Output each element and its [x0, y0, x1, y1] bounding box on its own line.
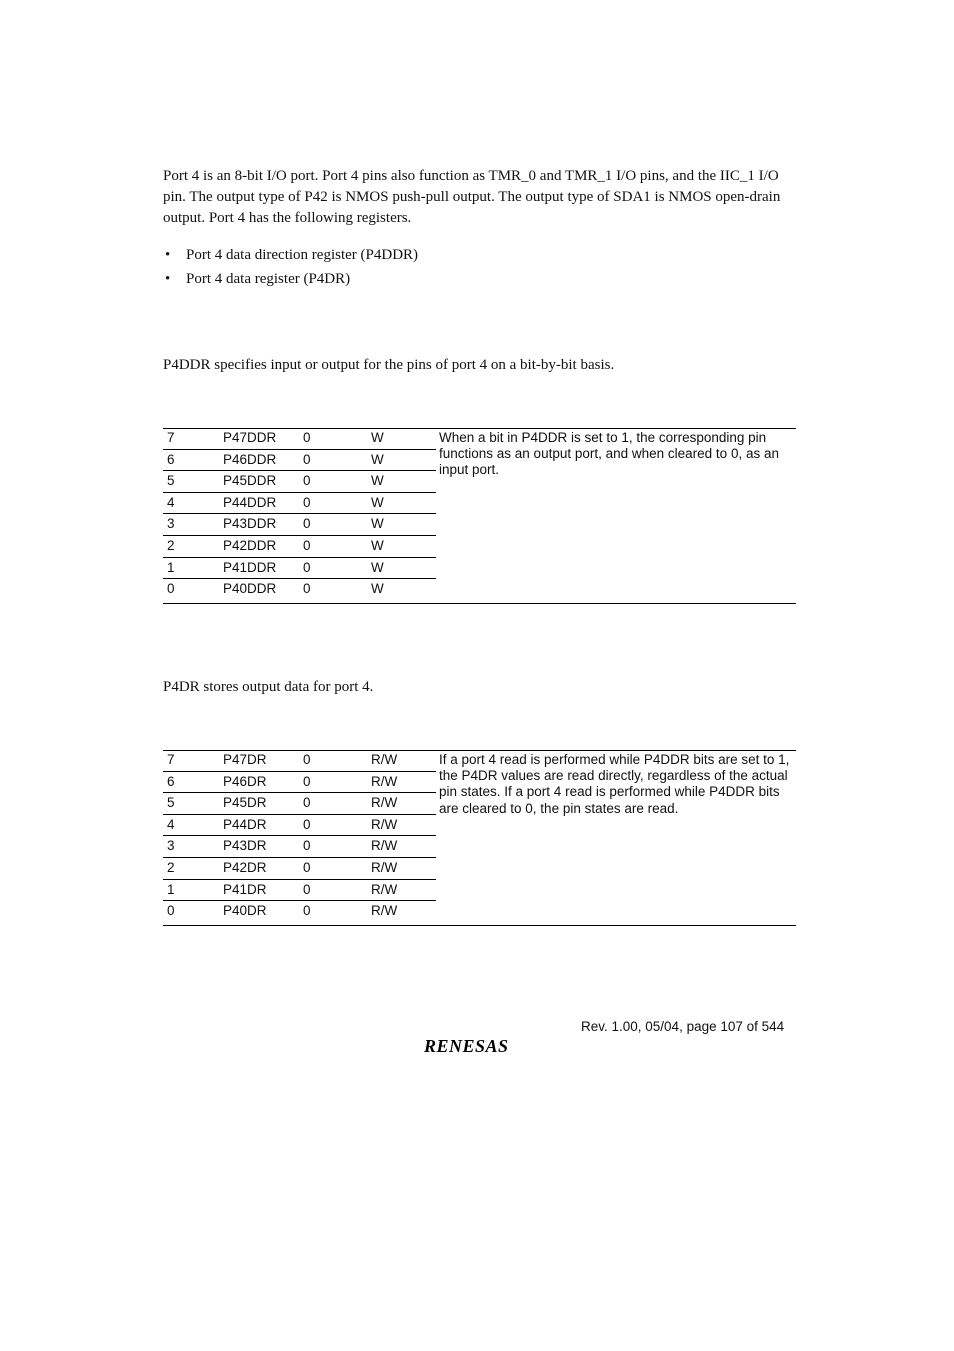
table-row — [163, 471, 436, 493]
bit-name-cell: P44DR — [223, 816, 267, 832]
renesas-logo — [422, 1035, 542, 1062]
table-row — [163, 772, 436, 794]
bit-name-cell: P43DDR — [223, 516, 277, 532]
list-item-text: Port 4 data direction register (P4DDR) — [186, 247, 419, 263]
table-row — [163, 836, 436, 858]
register-description-cell: If a port 4 read is performed while P4DDR bits are set to 1, the P4DR values are read directly, regardless of the actual pin states. If a port 4 read is performed while P4DDR bits are cleared to 0, the pin states are read. — [439, 752, 790, 816]
bit-name-cell: P44DDR — [223, 494, 277, 510]
bit-cell: 0 — [167, 581, 175, 597]
bit-cell: 7 — [167, 752, 175, 767]
rw-cell: W — [371, 581, 384, 597]
bit-name-cell: P47DR — [223, 752, 267, 767]
bit-cell: 3 — [167, 838, 175, 854]
rw-cell: W — [371, 494, 384, 510]
bit-cell: 1 — [167, 881, 175, 897]
initial-value-cell: 0 — [303, 816, 311, 832]
rw-cell: W — [371, 430, 384, 445]
bit-cell: 2 — [167, 538, 175, 553]
table-row — [163, 815, 436, 837]
list-item — [163, 245, 763, 269]
bit-name-cell: P42DDR — [223, 538, 277, 553]
bit-cell: 4 — [167, 494, 175, 510]
table-row — [163, 558, 436, 580]
bit-name-cell: P46DDR — [223, 451, 277, 467]
bit-name-cell: P41DR — [223, 881, 267, 897]
rw-cell: W — [371, 559, 384, 575]
page-footer-reference: Rev. 1.00, 05/04, page 107 of 544 — [581, 1019, 785, 1034]
p4dr-register-table — [163, 750, 796, 926]
table-bottom-rule — [163, 603, 796, 604]
bit-name-cell: P45DDR — [223, 473, 277, 489]
initial-value-cell: 0 — [303, 430, 311, 445]
bit-cell: 6 — [167, 451, 175, 467]
initial-value-cell: 0 — [303, 881, 311, 897]
register-list — [163, 245, 763, 293]
bit-name-cell: P42DR — [223, 860, 267, 875]
rw-cell: R/W — [371, 881, 398, 897]
rw-cell: R/W — [371, 838, 398, 854]
bit-cell: 5 — [167, 795, 175, 811]
rw-cell: W — [371, 538, 384, 553]
rw-cell: R/W — [371, 752, 398, 767]
renesas-logo-icon — [422, 1035, 542, 1057]
bit-cell: 2 — [167, 860, 175, 875]
initial-value-cell: 0 — [303, 494, 311, 510]
bullet-icon: • — [165, 247, 171, 263]
table-row — [163, 793, 436, 815]
initial-value-cell: 0 — [303, 860, 311, 875]
bit-cell: 4 — [167, 816, 175, 832]
initial-value-cell: 0 — [303, 559, 311, 575]
rw-cell: W — [371, 451, 384, 467]
table-row — [163, 858, 436, 880]
bit-cell: 5 — [167, 473, 175, 489]
initial-value-cell: 0 — [303, 795, 311, 811]
rw-cell: W — [371, 473, 384, 489]
rw-cell: R/W — [371, 795, 398, 811]
initial-value-cell: 0 — [303, 473, 311, 489]
bit-cell: 1 — [167, 559, 175, 575]
initial-value-cell: 0 — [303, 752, 311, 767]
initial-value-cell: 0 — [303, 773, 311, 789]
register-description-cell: When a bit in P4DDR is set to 1, the corresponding pin functions as an output port, and when cleared to 0, as an input port. — [439, 430, 779, 478]
bit-cell: 3 — [167, 516, 175, 532]
table-row — [163, 880, 436, 902]
bit-name-cell: P41DDR — [223, 559, 277, 575]
p4ddr-register-table — [163, 428, 796, 604]
bit-name-cell: P40DDR — [223, 581, 277, 597]
table-row — [163, 750, 436, 772]
table-row — [163, 579, 436, 601]
rw-cell: R/W — [371, 773, 398, 789]
bit-name-cell: P47DDR — [223, 430, 277, 445]
table-bottom-rule — [163, 925, 796, 926]
rw-cell: R/W — [371, 816, 398, 832]
bit-name-cell: P40DR — [223, 903, 267, 919]
rw-cell: R/W — [371, 860, 398, 875]
initial-value-cell: 0 — [303, 838, 311, 854]
bit-name-cell: P45DR — [223, 795, 267, 811]
bit-name-cell: P46DR — [223, 773, 267, 789]
initial-value-cell: 0 — [303, 516, 311, 532]
table-row — [163, 493, 436, 515]
list-item-text: Port 4 data register (P4DR) — [186, 271, 351, 287]
table-row — [163, 428, 436, 450]
list-item — [163, 269, 763, 293]
bit-cell: 7 — [167, 430, 175, 445]
initial-value-cell: 0 — [303, 538, 311, 553]
table-row — [163, 450, 436, 472]
bit-cell: 0 — [167, 903, 175, 919]
p4dr-description: P4DR stores output data for port 4. — [163, 679, 374, 695]
bit-cell: 6 — [167, 773, 175, 789]
table-row — [163, 536, 436, 558]
table-row — [163, 901, 436, 923]
bit-name-cell: P43DR — [223, 838, 267, 854]
bullet-icon: • — [165, 271, 171, 287]
initial-value-cell: 0 — [303, 581, 311, 597]
rw-cell: W — [371, 516, 384, 532]
initial-value-cell: 0 — [303, 903, 311, 919]
rw-cell: R/W — [371, 903, 398, 919]
intro-paragraph: Port 4 is an 8-bit I/O port. Port 4 pins also function as TMR_0 and TMR_1 I/O pins, and the IIC_1 I/O pin. The output type of P42 is NMOS push-pull output. The output type of SDA1 is NMOS open-drain output. Port 4 has the following registers. — [163, 168, 781, 226]
table-row — [163, 514, 436, 536]
p4ddr-description: P4DDR specifies input or output for the pins of port 4 on a bit-by-bit basis. — [163, 357, 615, 373]
svg-text:RENESAS: RENESAS — [424, 1036, 509, 1056]
initial-value-cell: 0 — [303, 451, 311, 467]
